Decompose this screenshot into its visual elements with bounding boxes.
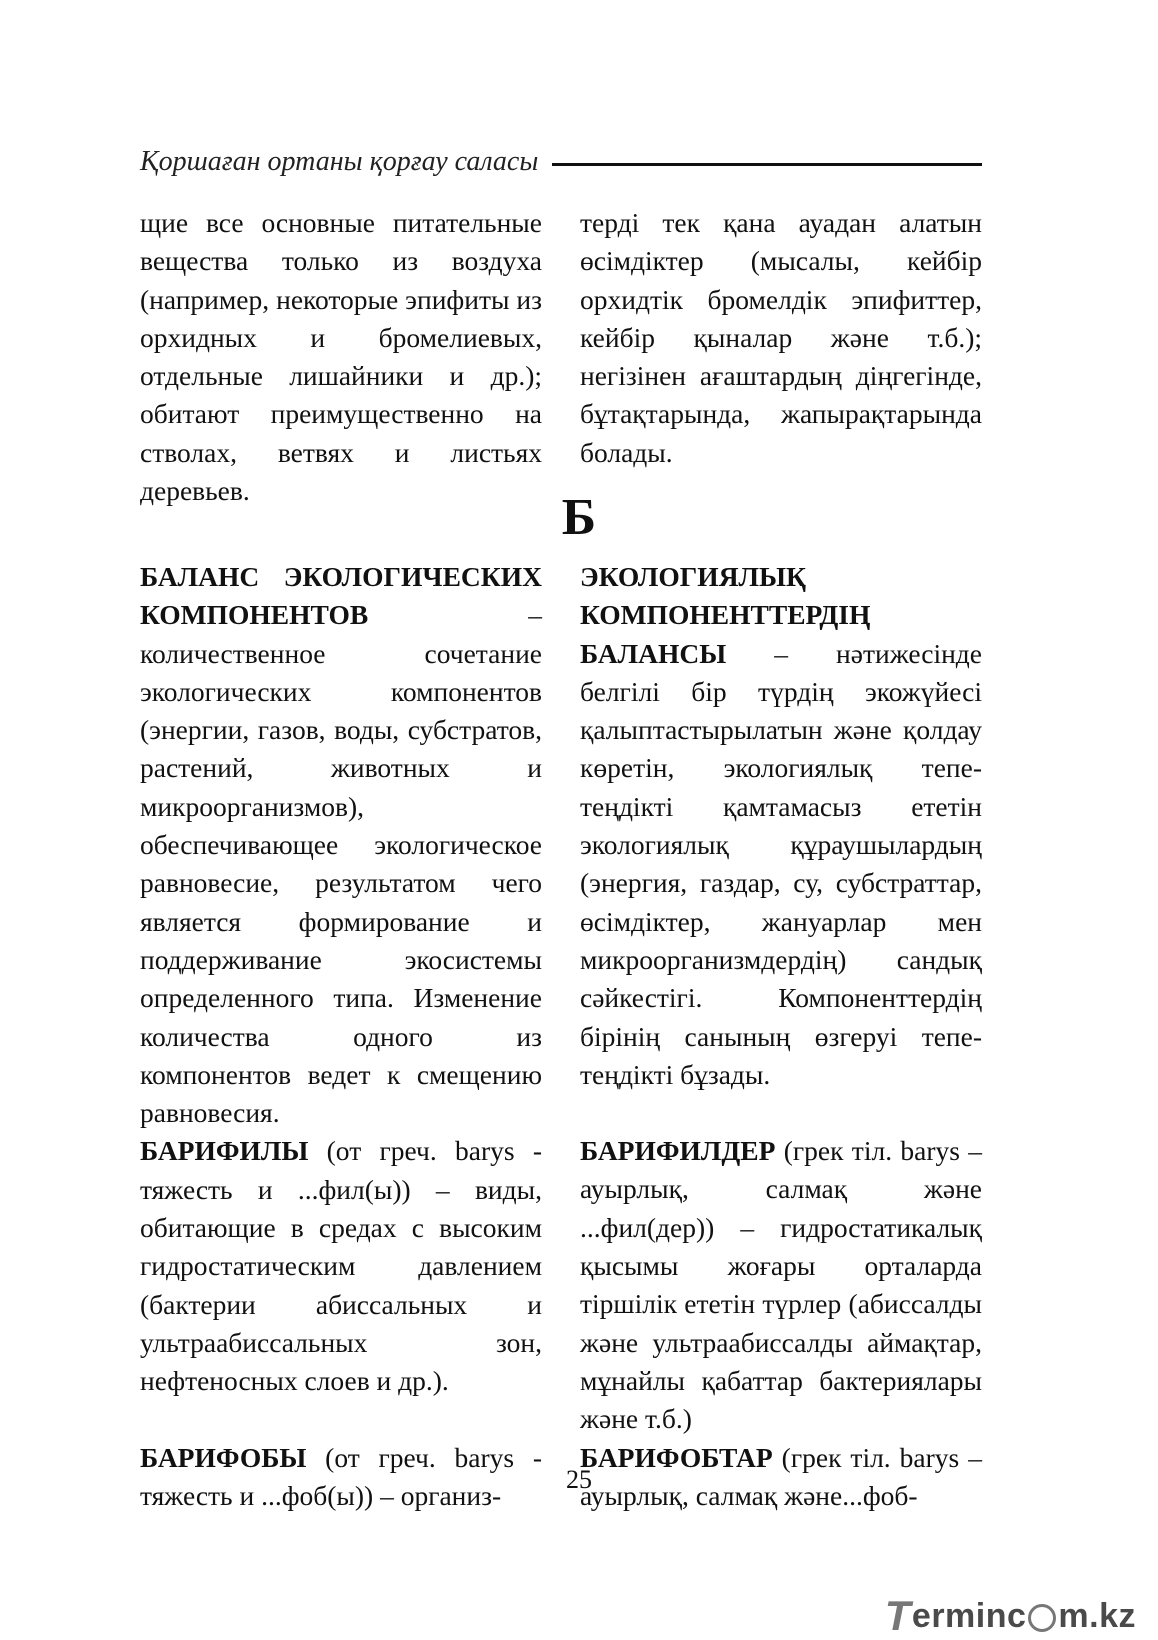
entry-ru (140, 558, 542, 1132)
magnifier-icon (1028, 1604, 1056, 1632)
entry-term: БАЛАНС ЭКОЛОГИЧЕСКИХ КОМПОНЕНТОВ (140, 561, 542, 631)
entry-ru (140, 1132, 542, 1400)
entry-definition: (от греч. barys - тяжесть и ...фоб(ы)) – организ- (140, 1441, 542, 1511)
running-header (140, 146, 982, 178)
continued-text-kz: терді тек қана ауадан алатын өсімдіктер (мысалы, кейбір орхидтік бромелдік эпифиттер, кейбір қыналар және т.б.); негізінен ағаштардың діңгегінде, бұтақтарында, жапырақтарында болады. (580, 207, 982, 468)
continued-text-ru: щие все основные питательные вещества только из воздуха (например, некоторые эпифиты из орхидных и бромелиевых, отдельные лишайники и др.); обитают преимущественно на стволах, ветвях и листьях деревьев. (140, 207, 542, 507)
entries-ru-column (140, 558, 542, 1515)
entries-kz-column (580, 558, 982, 1515)
section-letter: Б (561, 489, 597, 546)
watermark-logo (885, 1592, 1136, 1640)
page-number: 25 (566, 1465, 592, 1494)
entry-term: БАРИФИЛЫ (140, 1135, 309, 1167)
watermark-suffix: m.kz (1058, 1596, 1136, 1635)
running-header-title: Қоршаған ортаны қорғау саласы (140, 146, 539, 177)
watermark-prefix: T (884, 1592, 911, 1639)
top-right-column (580, 204, 982, 472)
header-rule (552, 163, 982, 166)
entry-definition: (от греч. barys - тяжесть и ...фил(ы)) – виды, обитающие в средах с высоким гидростатическим давлением (бактерии абиссальных и ультраабиссальных зон, нефтеносных слоев и др.). (140, 1135, 542, 1397)
entry-definition: – количественное сочетание экологических компонентов (энергии, газов, воды, субстратов, растений, животных и микроорганизмов), обеспечивающее экологическое равновесие, результатом чего является формирование и поддерживание экосистемы определенного типа. Изменение количества одного из компонентов ведет к смещению равновесия. (140, 599, 542, 1129)
top-left-column (140, 204, 542, 510)
entry-term: БАРИФИЛДЕР (580, 1135, 776, 1167)
entry-definition: (грек тіл. barys – ауырлық, салмақ және...фоб- (580, 1441, 982, 1511)
entry-definition: (грек тіл. barys – ауырлық, салмақ және ...фил(дер)) – гидростатикалық қысымы жоғары орталарда тіршілік ететін түрлер (абиссалды және ультраабиссалды аймақтар, мұнайлы қабаттар бактериялары және т.б.) (580, 1135, 982, 1435)
entry-kz (580, 558, 982, 1094)
entry-term: БАРИФОБЫ (140, 1441, 307, 1473)
watermark-middle: erminc (911, 1596, 1027, 1635)
entry-definition: – нәтижесінде белгілі бір түрдің экожүйесі қалыптастырылатын және қолдау көретін, экологиялық тепе-теңдікті қамтамасыз ететін экологиялық құраушылардың (энергия, газдар, су, субстраттар, өсімдіктер, жануарлар мен микроорганизмдердің) сандық сәйкестігі. Компоненттердің бірінің санының өзгеруі тепе-теңдікті бұзады. (580, 637, 982, 1090)
entry-term: БАРИФОБТАР (580, 1441, 773, 1473)
entry-term: ЭКОЛОГИЯЛЫҚ КОМПОНЕНТТЕРДІҢ БАЛАНСЫ (580, 561, 871, 669)
entry-gap (580, 1094, 982, 1132)
entry-kz (580, 1132, 982, 1438)
entry-gap (140, 1401, 542, 1439)
